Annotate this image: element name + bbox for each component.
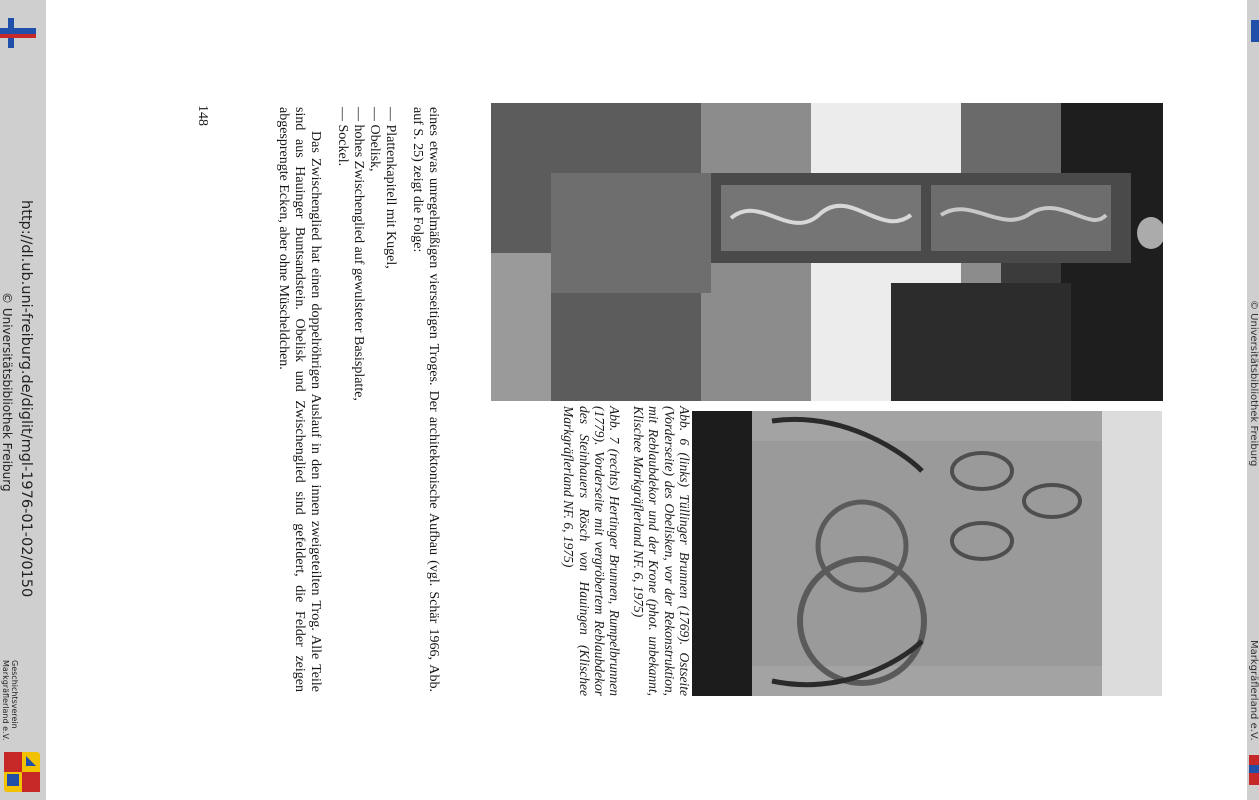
- publisher-line-2: Markgräflerland e.V.: [1, 660, 10, 741]
- paragraph-2: Das Zwischenglied hat einen doppelröhrigen Auslauf in den innen zweigeteilten Trog. Alle Teile sind aus Hauinger Buntsandstein. Obelisk und Zwischenglied sind gefeldert, die Felder zeigen abgesprengte Ecken, aber ohne Müscheldchen.: [276, 107, 323, 692]
- caption-abb7: Abb. 7 (rechts) Hertinger Brunnen, Rumpelbrunnen (1779). Vorderseite mit vergröbertem Reblaubdekor des Steinhauers Rösch von Hauingen (Klischee Markgräflerland NF. 6, 1975): [561, 406, 623, 696]
- publisher-line-1: Geschichtsverein: [10, 660, 19, 729]
- photo-abb6: [491, 103, 1163, 401]
- list-item: — hohes Zwischenglied auf gewulsteter Basisplatte,: [350, 107, 366, 692]
- caption-abb6: Abb. 6 (links) Tüllinger Brunnen (1769). Ostseite (Vorderseite) des Obelisken, vor der Rekonstruktion, mit Reblaubdekor und der Krone (phot. unbekannt, Klischee Markgräflerland NF. 6, 1975): [630, 406, 692, 696]
- list-item: — Plattenkapitell mit Kugel,: [382, 107, 398, 692]
- paragraph-1: eines etwas unregelmäßigen vierseitigen Troges. Der architektonische Aufbau (vgl. Schär 1966, Abb. auf S. 25) zeigt die Folge:: [410, 107, 441, 692]
- list-item: — Obelisk,: [366, 107, 382, 692]
- body-text: [275, 107, 441, 692]
- flag-icon: [0, 0, 46, 60]
- publisher-label: [1, 660, 19, 741]
- footer-owner: © Universitätsbibliothek Freiburg: [0, 292, 14, 492]
- right-edge-publisher: Markgräflerland e.V.: [1248, 640, 1259, 741]
- flag-icon-right: [1247, 14, 1259, 54]
- structure-list: [334, 107, 398, 692]
- footer-url[interactable]: http://dl.ub.uni-freiburg.de/diglit/mgl-1976-01-02/0150: [18, 200, 34, 598]
- photo-abb7: [692, 411, 1162, 696]
- caption-block: [553, 406, 692, 696]
- page-number: 148: [195, 105, 210, 126]
- coat-of-arms-icon-right: [1247, 755, 1259, 785]
- right-sidebar: [1247, 0, 1259, 800]
- coat-of-arms-icon: [4, 752, 40, 792]
- list-item: — Sockel.: [334, 107, 350, 692]
- right-edge-owner: © Universitätsbibliothek Freiburg: [1248, 300, 1259, 467]
